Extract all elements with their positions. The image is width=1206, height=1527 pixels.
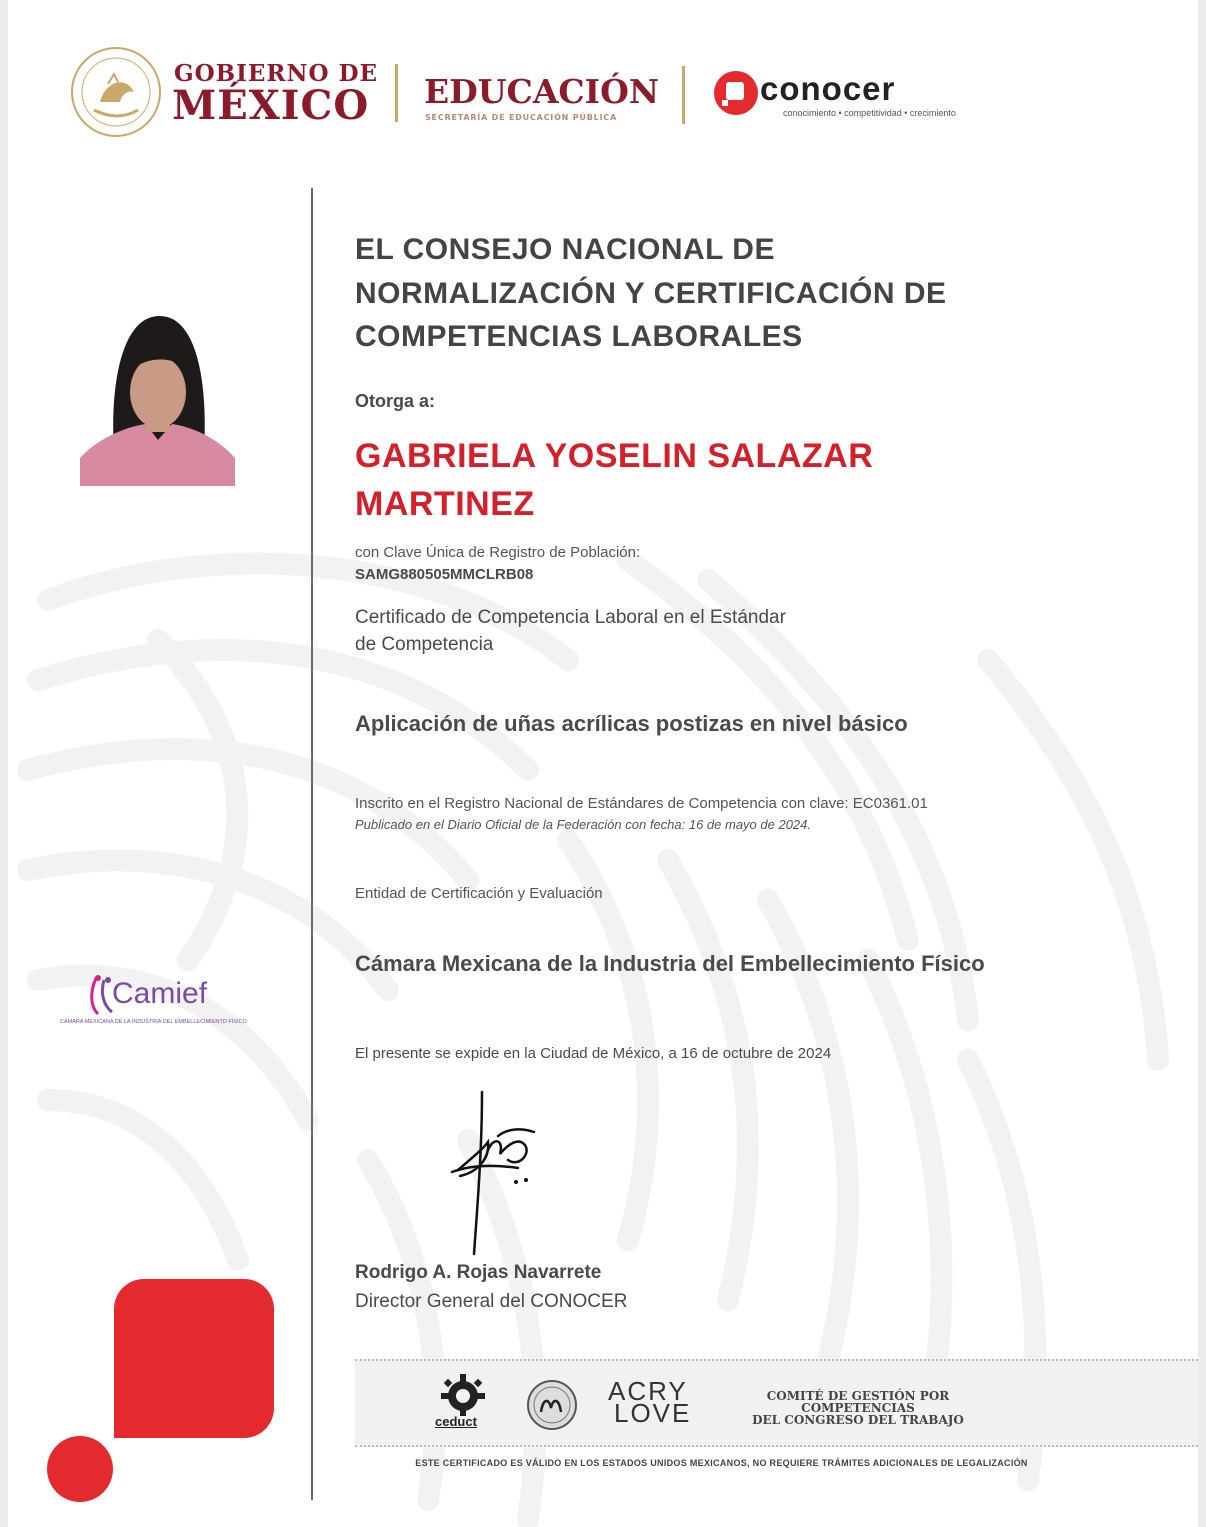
- certificate-type-line: Certificado de Competencia Laboral en el Estándar: [355, 607, 786, 628]
- institution-line: EL CONSEJO NACIONAL DE: [355, 233, 775, 266]
- decorative-red-block: [114, 1279, 274, 1438]
- conocer-wordmark: conocer: [760, 70, 896, 107]
- mexico-text: MÉXICO: [172, 82, 370, 129]
- acry-love-line: LOVE: [614, 1398, 692, 1428]
- ceduct-wordmark: ceduct: [435, 1414, 477, 1429]
- issue-statement: El presente se expide en la Ciudad de México, a 16 de octubre de 2024: [355, 1045, 832, 1062]
- conocer-logo-icon: [713, 70, 759, 116]
- entidad-label: Entidad de Certificación y Evaluación: [355, 885, 603, 902]
- curp-value: SAMG880505MMCLRB08: [355, 566, 534, 583]
- recipient-name-line: MARTINEZ: [355, 485, 535, 523]
- sep-subtitle: SECRETARÍA DE EDUCACIÓN PÚBLICA: [425, 113, 617, 122]
- registro-text: Inscrito en el Registro Nacional de Estándares de Competencia con clave: EC0361.01: [355, 795, 928, 812]
- certificate-type: [355, 604, 786, 658]
- institution-line: COMPETENCIAS LABORALES: [355, 320, 803, 353]
- mc-logo-icon: [525, 1378, 579, 1432]
- curp-label: con Clave Única de Registro de Población:: [355, 544, 641, 561]
- signer-title: Director General del CONOCER: [355, 1291, 628, 1312]
- validity-note: ESTE CERTIFICADO ES VÁLIDO EN LOS ESTADOS UNIDOS MEXICANOS, NO REQUIERE TRÁMITES ADICIONALES DE LEGALIZACIÓN: [415, 1458, 1028, 1468]
- standard-name: Aplicación de uñas acrílicas postizas en nivel básico: [355, 711, 908, 736]
- gobierno-de-text: GOBIERNO DE: [174, 60, 379, 87]
- signature-icon: [438, 1088, 548, 1258]
- entidad-name: Cámara Mexicana de la Industria del Embellecimiento Físico: [355, 951, 985, 976]
- comite-logo-text: [708, 1390, 1008, 1426]
- decorative-red-circle: [47, 1436, 113, 1502]
- acry-love-line: ACRY: [608, 1376, 688, 1406]
- acry-love-logo: [608, 1376, 692, 1428]
- signer-name: Rodrigo A. Rojas Navarrete: [355, 1262, 602, 1283]
- publicado-text: Publicado en el Diario Oficial de la Federación con fecha: 16 de mayo de 2024.: [355, 817, 812, 832]
- otorga-label: Otorga a:: [355, 391, 436, 411]
- certificate-type-line: de Competencia: [355, 634, 494, 655]
- recipient-photo: [80, 300, 235, 486]
- camief-subtitle: CÁMARA MEXICANA DE LA INDUSTRIA DEL EMBELLECIMIENTO FÍSICO: [60, 1019, 247, 1025]
- recipient-name: [355, 432, 873, 528]
- header-divider: [682, 66, 685, 124]
- institution-name: [355, 228, 947, 359]
- comite-line: DEL CONGRESO DEL TRABAJO: [752, 1413, 964, 1427]
- mexico-seal-icon: [70, 46, 162, 138]
- educacion-title: EDUCACIÓN: [424, 72, 660, 111]
- recipient-name-line: GABRIELA YOSELIN SALAZAR: [355, 437, 874, 475]
- header-divider: [395, 64, 398, 122]
- comite-line: COMITÉ DE GESTIÓN POR COMPETENCIAS: [766, 1389, 950, 1415]
- conocer-tagline: conocimiento • competitividad • crecimiento: [783, 108, 956, 118]
- certificate-sheet: [8, 0, 1198, 1527]
- vertical-divider: [311, 188, 313, 1500]
- camief-wordmark: Camief: [112, 977, 208, 1010]
- institution-line: NORMALIZACIÓN Y CERTIFICACIÓN DE: [355, 276, 947, 310]
